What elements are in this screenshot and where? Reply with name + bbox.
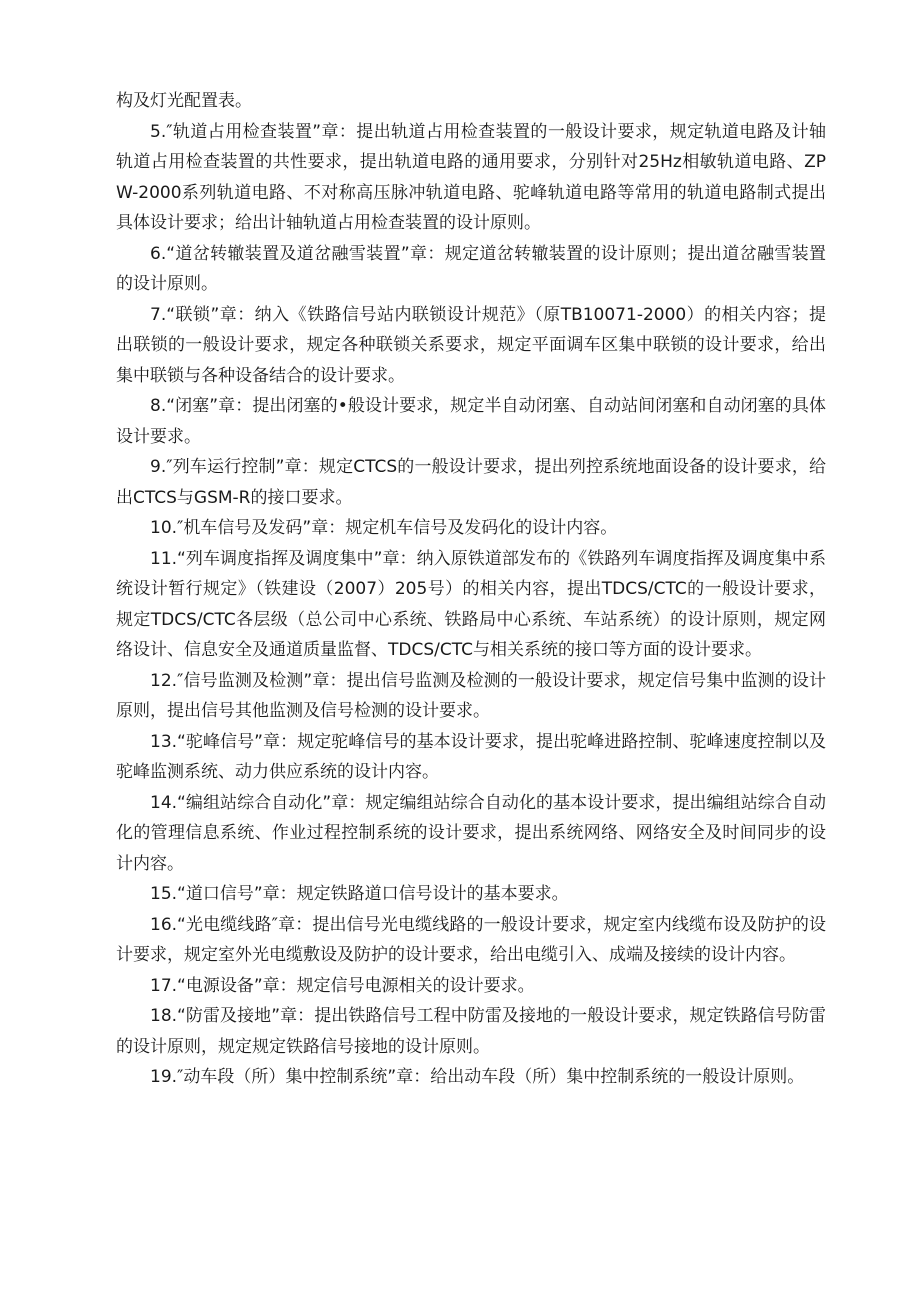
paragraph-continuation: 构及灯光配置表。 [116,91,252,111]
paragraph-item-16: 16.“光电缆线路″章：提出信号光电缆线路的一般设计要求，规定室内线缆布设及防护的设计要求，规定室外光电缆敷设及防护的设计要求，给出电缆引入、成端及接续的设计内容。 [116,914,826,965]
paragraph-item-14: 14.“编组站综合自动化”章：规定编组站综合自动化的基本设计要求，提出编组站综合自动化的管理信息系统、作业过程控制系统的设计要求，提出系统网络、网络安全及时间同步的设计内容。 [116,792,826,874]
paragraph-item-8: 8.“闭塞”章：提出闭塞的•般设计要求，规定半自动闭塞、自动站间闭塞和自动闭塞的具体设计要求。 [116,396,826,447]
paragraph-item-13: 13.“驼峰信号”章：规定驼峰信号的基本设计要求，提出驼峰进路控制、驼峰速度控制以及驼峰监测系统、动力供应系统的设计内容。 [116,731,826,782]
paragraph-item-7: 7.“联锁”章：纳入《铁路信号站内联锁设计规范》（原TB10071-2000）的相关内容；提出联锁的一般设计要求，规定各种联锁关系要求，规定平面调车区集中联锁的设计要求，给出集中联锁与各种设备结合的设计要求。 [116,304,826,386]
paragraph-item-15: 15.“道口信号”章：规定铁路道口信号设计的基本要求。 [150,884,569,904]
paragraph-item-10: 10.″机车信号及发码”章：规定机车信号及发码化的设计内容。 [150,518,618,538]
paragraph-item-6: 6.“道岔转辙装置及道岔融雪装置”章：规定道岔转辙装置的设计原则；提出道岔融雪装置的设计原则。 [116,243,826,294]
paragraph-item-9: 9.″列车运行控制”章：规定CTCS的一般设计要求，提出列控系统地面设备的设计要求，给出CTCS与GSM-R的接口要求。 [116,457,826,508]
paragraph-item-17: 17.“电源设备”章：规定信号电源相关的设计要求。 [150,975,535,996]
document-body [116,86,826,1093]
paragraph-item-11: 11.“列车调度指挥及调度集中”章：纳入原铁道部发布的《铁路列车调度指挥及调度集中系统设计暂行规定》（铁建设（2007）205号）的相关内容，提出TDCS/CTC的一般设计要求，规定TDCS/CTC各层级（总公司中心系统、铁路局中心系统、车站系统）的设计原则，规定网络设计、信息安全及通道质量监督、TDCS/CTC与相关系统的接口等方面的设计要求。 [116,548,826,660]
paragraph-item-19: 19.″动车段（所）集中控制系统”章：给出动车段（所）集中控制系统的一般设计原则。 [150,1067,805,1087]
paragraph-item-5: 5.″轨道占用检查装置”章：提出轨道占用检查装置的一般设计要求，规定轨道电路及计轴轨道占用检查装置的共性要求，提出轨道电路的通用要求，分别针对25Hz相敏轨道电路、ZPW-2000系列轨道电路、不对称高压脉冲轨道电路、驼峰轨道电路等常用的轨道电路制式提出具体设计要求；给出计轴轨道占用检查装置的设计原则。 [116,121,826,233]
paragraph-item-18: 18.“防雷及接地”章：提出铁路信号工程中防雷及接地的一般设计要求，规定铁路信号防雷的设计原则，规定规定铁路信号接地的设计原则。 [116,1006,826,1057]
paragraph-item-12: 12.″信号监测及检测”章：提出信号监测及检测的一般设计要求，规定信号集中监测的设计原则，提出信号其他监测及信号检测的设计要求。 [116,670,826,721]
